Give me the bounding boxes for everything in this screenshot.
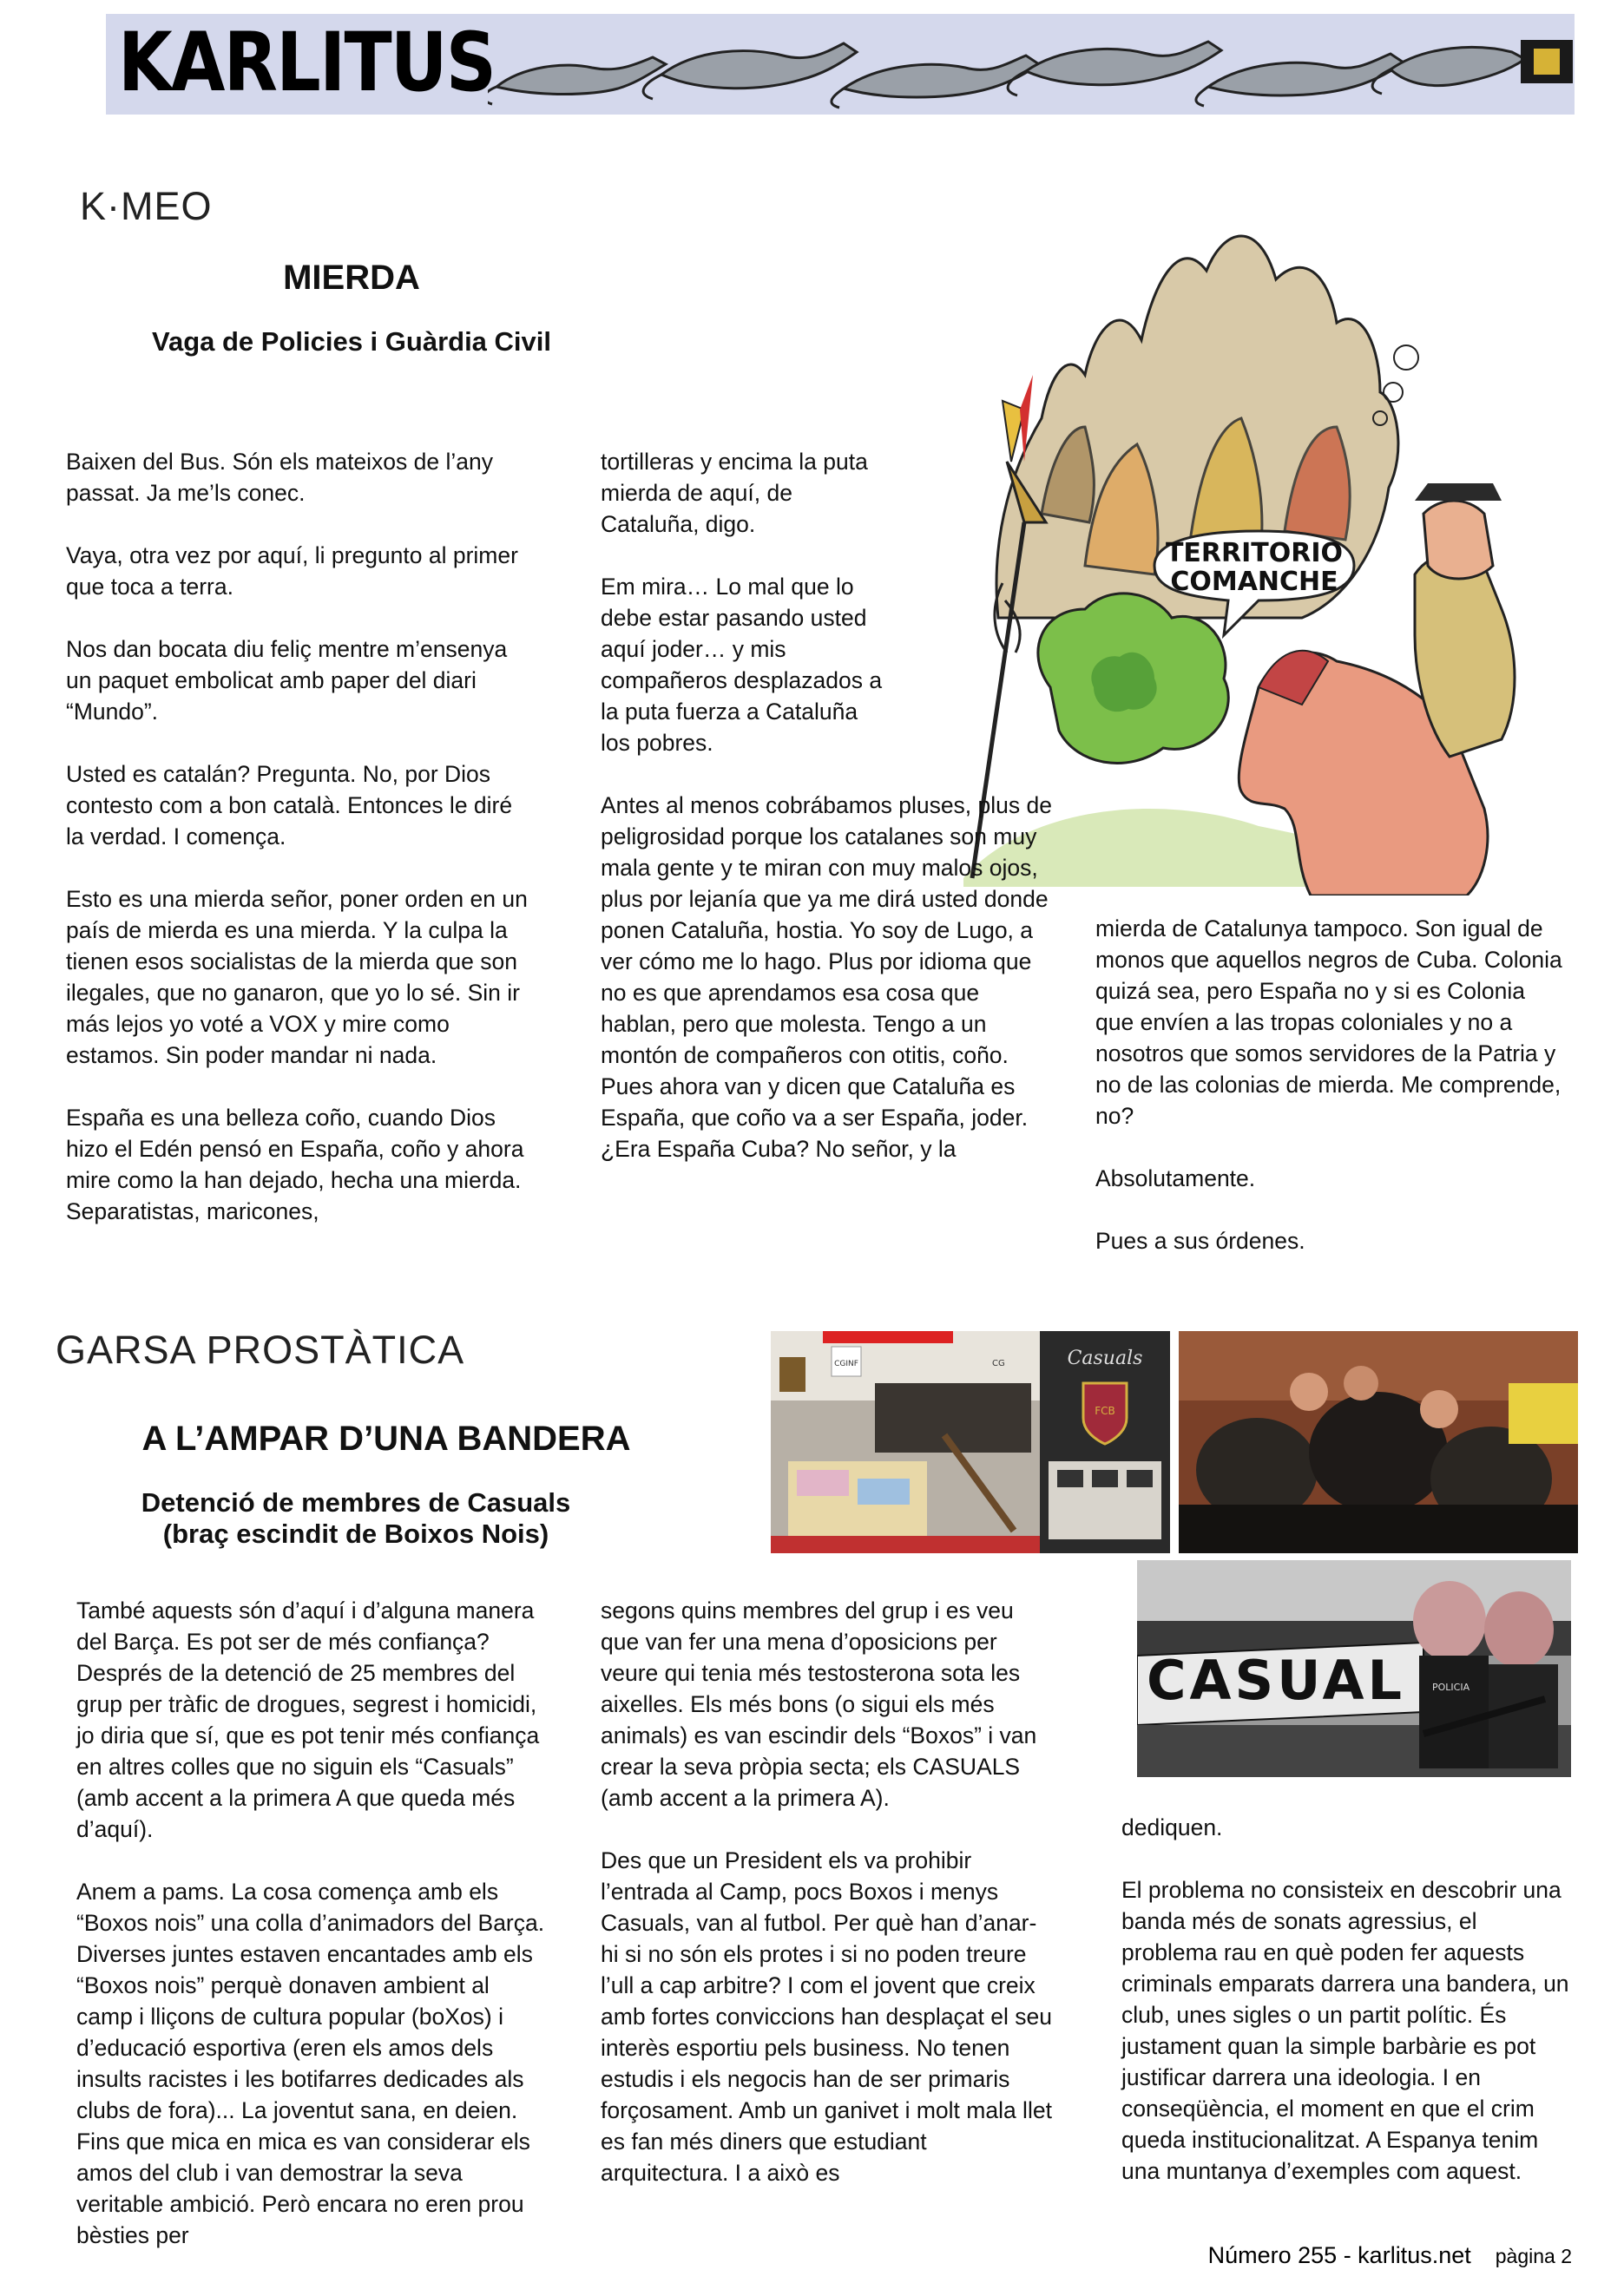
rats-illustration xyxy=(488,14,1575,115)
header-banner xyxy=(106,14,1575,115)
paragraph: Absolutamente. xyxy=(1095,1165,1256,1191)
article-subtitle-line-1: Detenció de membres de Casuals xyxy=(141,1487,571,1518)
paragraph: Des que un President els va prohibir l’entrada al Camp, pocs Boxos i menys Casuals, van al futbol. Per què han d’anar-hi si no són els protes i si no poden treure l’ull a cap arbitre? I com el jovent que creix amb fortes conviccions han desplaçat el seu interès esportiu pels business. No tenen estudis i els negocis han de ser primaris forçosament. Amb un ganivet i molt mala llet es fan més diners que estudiant arquitectura. I a això es xyxy=(601,1847,1052,2186)
article-title: MIERDA xyxy=(283,259,420,297)
photo-seized-items xyxy=(771,1331,1170,1553)
paragraph: dediquen. xyxy=(1121,1814,1223,1840)
article1-column-3 xyxy=(1095,913,1564,1256)
article2-column-3 xyxy=(1121,1812,1573,2187)
page-number: pàgina 2 xyxy=(1495,2245,1572,2267)
article2-column-1 xyxy=(76,1595,545,2251)
section-label-garsa: GARSA PROSTÀTICA xyxy=(56,1328,465,1372)
issue-label: Número 255 - karlitus.net xyxy=(1207,2242,1471,2268)
photo-arrests xyxy=(1179,1331,1578,1553)
svg-text:TERRITORIO: TERRITORIO xyxy=(1165,538,1344,568)
photo-caption-policia: POLICIA xyxy=(1432,1682,1470,1693)
paragraph: Vaya, otra vez por aquí, li pregunto al primer que toca a terra. xyxy=(66,542,518,600)
paragraph: El problema no consisteix en descobrir una banda més de sonats agressius, el problema rau en què poden fer aquests criminals emparats darrera una bandera, un club, unes sigles o un partit polític. És justament quan la simple barbàrie es pot justificar darrera una ideologia. I en conseqüència, el moment en que el crim queda institucionalitzat. A Espanya tenim una muntanya d’exemples com aquest. xyxy=(1121,1877,1569,2184)
paragraph: Antes al menos cobrábamos pluses, plus de peligrosidad porque los catalanes son muy mala gente y te miran con muy malos ojos, plus por lejanía que ya me dirá usted donde ponen Cataluña, hostia. Yo soy de Lugo, a ver cómo me lo hago. Plus por idioma que no es que aprendamos esa cosa que hablan, pero que molesta. Tengo a un montón de compañeros con otitis, coño. Pues ahora van y dicen que Cataluña es España, que coño va a ser España, joder. ¿Era España Cuba? No señor, y la xyxy=(601,792,1052,1162)
paragraph: segons quins membres del grup i es veu que van fer una mena d’oposicions per veure qui tenia més testosterona sota les aixelles. Els més bons (o sigui els més animals) es van escindir dels “Boxos” i van crear la seva pròpia secta; els CASUALS (amb accent a la primera A). xyxy=(601,1597,1037,1811)
article2-column-2 xyxy=(601,1595,1052,2188)
paragraph: España es una belleza coño, cuando Dios hizo el Edén pensó en España, coño y ahora mire como la han dejado, hecha una mierda. Separatistas, maricones, xyxy=(66,1105,524,1224)
photo-caption-casuals: Casuals xyxy=(1067,1348,1143,1369)
masthead-title: KARLITUS xyxy=(118,16,496,110)
article1-column-2 xyxy=(601,446,1052,1164)
photo-caption-cginf: CGINF xyxy=(834,1360,858,1368)
photo-caption-banner: CASUAL xyxy=(1146,1649,1406,1712)
paragraph: Baixen del Bus. Són els mateixos de l’any passat. Ja me’ls conec. xyxy=(66,449,493,506)
article1-column-1 xyxy=(66,446,535,1227)
paragraph: mierda de Catalunya tampoco. Son igual de monos que aquellos negros de Cuba. Colonia quizá sea, pero España no y si es Colonia que envíen a las tropas coloniales y no a nosotros que somos servidores de la Patria y no de las colonias de mierda. Me comprende, no? xyxy=(1095,915,1562,1129)
article-subtitle-line-2: (braç escindit de Boixos Nois) xyxy=(162,1519,549,1549)
paragraph: Pues a sus órdenes. xyxy=(1095,1228,1305,1254)
paragraph: Anem a pams. La cosa comença amb els “Boxos nois” una colla d’animadors del Barça. Diverses juntes estaven encantades amb els “Boxos nois” perquè donaven ambient al camp i lliçons de cultura popular (boXos) i d’educació esportiva (eren els amos dels insults racistes i les botifarres dedicades als clubs de fora)... La joventut sana, en deien. Fins que mica en mica es van considerar els amos del club i van demostrar la seva veritable ambició. Però encara no eren prou bèsties per xyxy=(76,1879,545,2248)
paragraph: tortilleras y encima la puta mierda de aquí, de Cataluña, digo. xyxy=(601,449,868,537)
section-label-kmeo: K·MEO xyxy=(80,184,213,228)
article-title: A L’AMPAR D’UNA BANDERA xyxy=(141,1420,631,1458)
article-subtitle: Vaga de Policies i Guàrdia Civil xyxy=(151,326,552,357)
svg-text:COMANCHE: COMANCHE xyxy=(1170,567,1338,597)
paragraph: També aquests són d’aquí i d’alguna manera del Barça. Es pot ser de més confiança? Després de la detenció de 25 membres del grup per tràfic de drogues, segrest i homicidi, jo diria que sí, que es pot tenir més confiança en altres colles que no siguin els “Casuals” (amb accent a la primera A que queda més d’aquí). xyxy=(76,1597,540,1842)
page-footer xyxy=(1208,2242,1572,2269)
paragraph: Em mira… Lo mal que lo debe estar pasando usted aquí joder… y mis compañeros desplazados a la puta fuerza a Cataluña los pobres. xyxy=(601,574,883,756)
photo-caption-fcb: FCB xyxy=(1095,1405,1115,1417)
paragraph: Usted es catalán? Pregunta. No, por Dios contesto com a bon català. Entonces le diré la verdad. I comença. xyxy=(66,761,513,850)
photo-casual-banner xyxy=(1137,1560,1571,1777)
paragraph: Esto es una mierda señor, poner orden en un país de mierda es una mierda. Y la culpa la tienen esos socialistas de la mierda que son ilegales, que no ganaron, que yo lo sé. Sin ir más lejos yo voté a VOX y mire como estamos. Sin poder mandar ni nada. xyxy=(66,886,528,1068)
paragraph: Nos dan bocata diu feliç mentre m’ensenya un paquet embolicat amb paper del diari “Mundo”. xyxy=(66,636,508,725)
photo-caption-cg: CG xyxy=(992,1359,1005,1368)
